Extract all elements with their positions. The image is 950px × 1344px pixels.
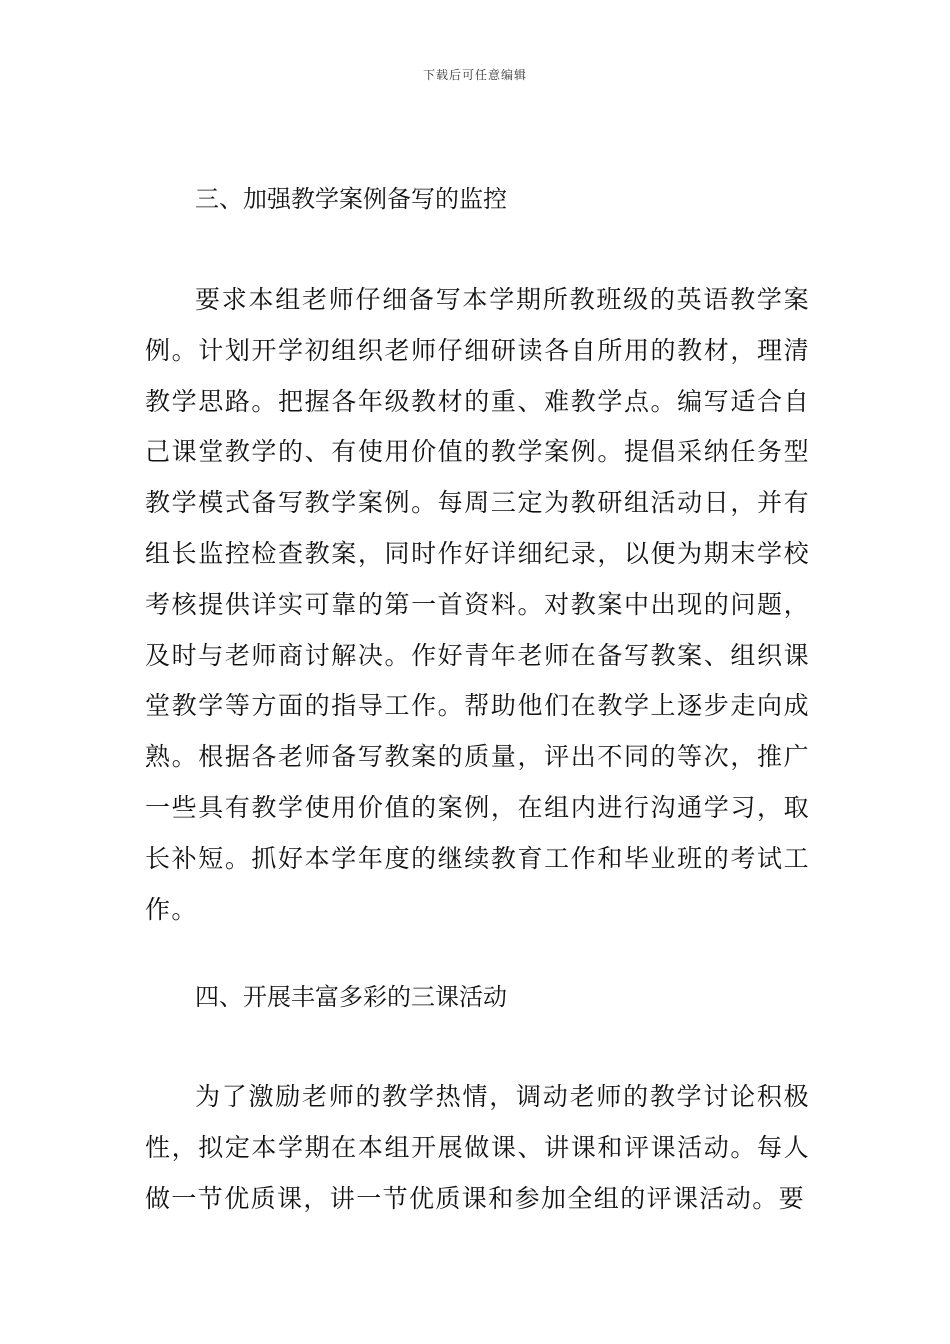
section-heading-3: 三、加强教学案例备写的监控 [195,185,507,213]
section-heading-4: 四、开展丰富多彩的三课活动 [195,983,507,1011]
page-header-note: 下载后可任意编辑 [422,68,527,82]
section-paragraph-3: 要求本组老师仔细备写本学期所教班级的英语教学案例。计划开学初组织老师仔细研读各自所用的教材，理清教学思路。把握各年级教材的重、难教学点。编写适合自己课堂教学的、有使用价值的教学案例。提倡采纳任务型教学模式备写教学案例。每周三定为教研组活动日，并有组长监控检查教案，同时作好详细纪录，以便为期末学校考核提供详实可靠的第一首资料。对教案中出现的问题，及时与老师商讨解决。作好青年老师在备写教案、组织课堂教学等方面的指导工作。帮助他们在教学上逐步走向成熟。根据各老师备写教案的质量，评出不同的等次，推广一些具有教学使用价值的案例，在组内进行沟通学习，取长补短。抓好本学年度的继续教育工作和毕业班的考试工作。 [145,285,810,924]
section-paragraph-4: 为了激励老师的教学热情，调动老师的教学讨论积极性，拟定本学期在本组开展做课、讲课和评课活动。每人做一节优质课，讲一节优质课和参加全组的评课活动。要 [145,1082,810,1213]
